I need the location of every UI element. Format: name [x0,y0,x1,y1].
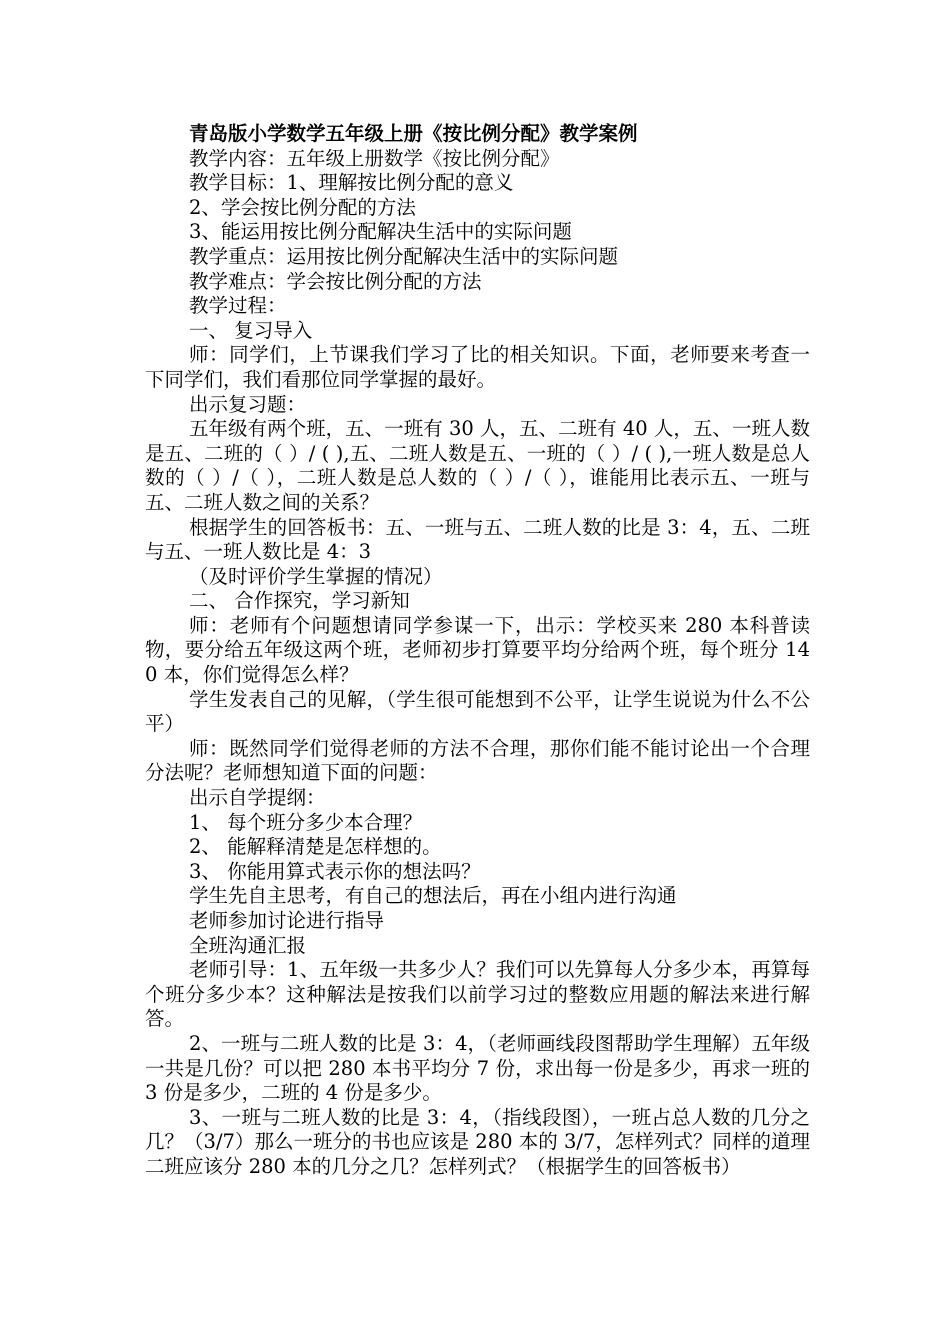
paragraph: 学生发表自己的见解，（学生很可能想到不公平，让学生说说为什么不公平） [145,687,810,736]
section-heading: 一、 复习导入 [189,318,313,342]
paragraph: 学生先自主思考，有自己的想法后，再在小组内进行沟通 [189,884,677,908]
paragraph: 老师引导：1、五年级一共多少人？我们可以先算每人分多少本，再算每个班分多少本？这种解法是按我们以前学习过的整数应用题的解法来进行解答。 [145,958,810,1031]
paragraph: 师：同学们，上节课我们学习了比的相关知识。下面，老师要来考查一下同学们，我们看那位同学掌握的最好。 [145,343,810,391]
paragraph: 教学目标：1、理解按比例分配的意义 [189,171,514,195]
paragraph: 2、学会按比例分配的方法 [189,195,416,219]
paragraph: 3、一班与二班人数的比是 3：4，（指线段图），一班占总人数的几分之几？（3/7）那么一班分的书也应该是 280 本的 3/7，怎样列式？同样的道理二班应该分 280 本的几分之几？怎样列式？（根据学生的回答板书） [145,1105,810,1178]
paragraph: （及时评价学生掌握的情况） [189,564,443,588]
paragraph: 2、一班与二班人数的比是 3：4，（老师画线段图帮助学生理解）五年级一共是几份？可以把 280 本书平均分 7 份，求出每一份是多少，再求一班的 3 份是多少，二班的 4 份是多少。 [145,1031,810,1105]
paragraph: 师：老师有个问题想请同学参谋一下，出示：学校买来 280 本科普读物，要分给五年级这两个班，老师初步打算要平均分给两个班，每个班分 140 本，你们觉得怎么样？ [145,613,810,687]
list-item: 3、 你能用算式表示你的想法吗？ [189,859,481,883]
paragraph: 根据学生的回答板书：五、一班与五、二班人数的比是 3：4，五、二班与五、一班人数比是 4：3 [145,515,810,564]
paragraph: 老师参加讨论进行指导 [189,909,385,932]
paragraph: 出示复习题： [189,392,307,416]
document-page [145,122,810,1180]
paragraph: 教学内容：五年级上册数学《按比例分配》 [189,146,560,170]
document-title: 青岛版小学数学五年级上册《按比例分配》教学案例 [189,122,638,145]
paragraph: 五年级有两个班，五、一班有 30 人，五、二班有 40 人，五、一班人数是五、二班的（ ）/ ( ),五、二班人数是五、一班的（ ）/ ( ),一班人数是总人数的（ ）/（ ），二班人数是总人数的（ ）/（ ），谁能用比表示五、一班与五、二班人数之间的关系？ [145,417,810,514]
list-item: 1、 每个班分多少本合理？ [189,810,423,834]
paragraph: 教学过程： [189,294,287,318]
paragraph: 师：既然同学们觉得老师的方法不合理，那你们能不能讨论出一个合理分法呢？老师想知道下面的问题： [145,736,810,785]
paragraph: 教学重点：运用按比例分配解决生活中的实际问题 [189,244,619,268]
list-item: 2、 能解释清楚是怎样想的。 [189,835,442,859]
paragraph: 出示自学提纲： [189,786,326,810]
paragraph: 全班沟通汇报 [189,933,307,957]
paragraph: 教学难点：学会按比例分配的方法 [189,269,482,293]
paragraph: 3、能运用按比例分配解决生活中的实际问题 [189,220,572,244]
section-heading: 二、 合作探究，学习新知 [189,589,410,613]
